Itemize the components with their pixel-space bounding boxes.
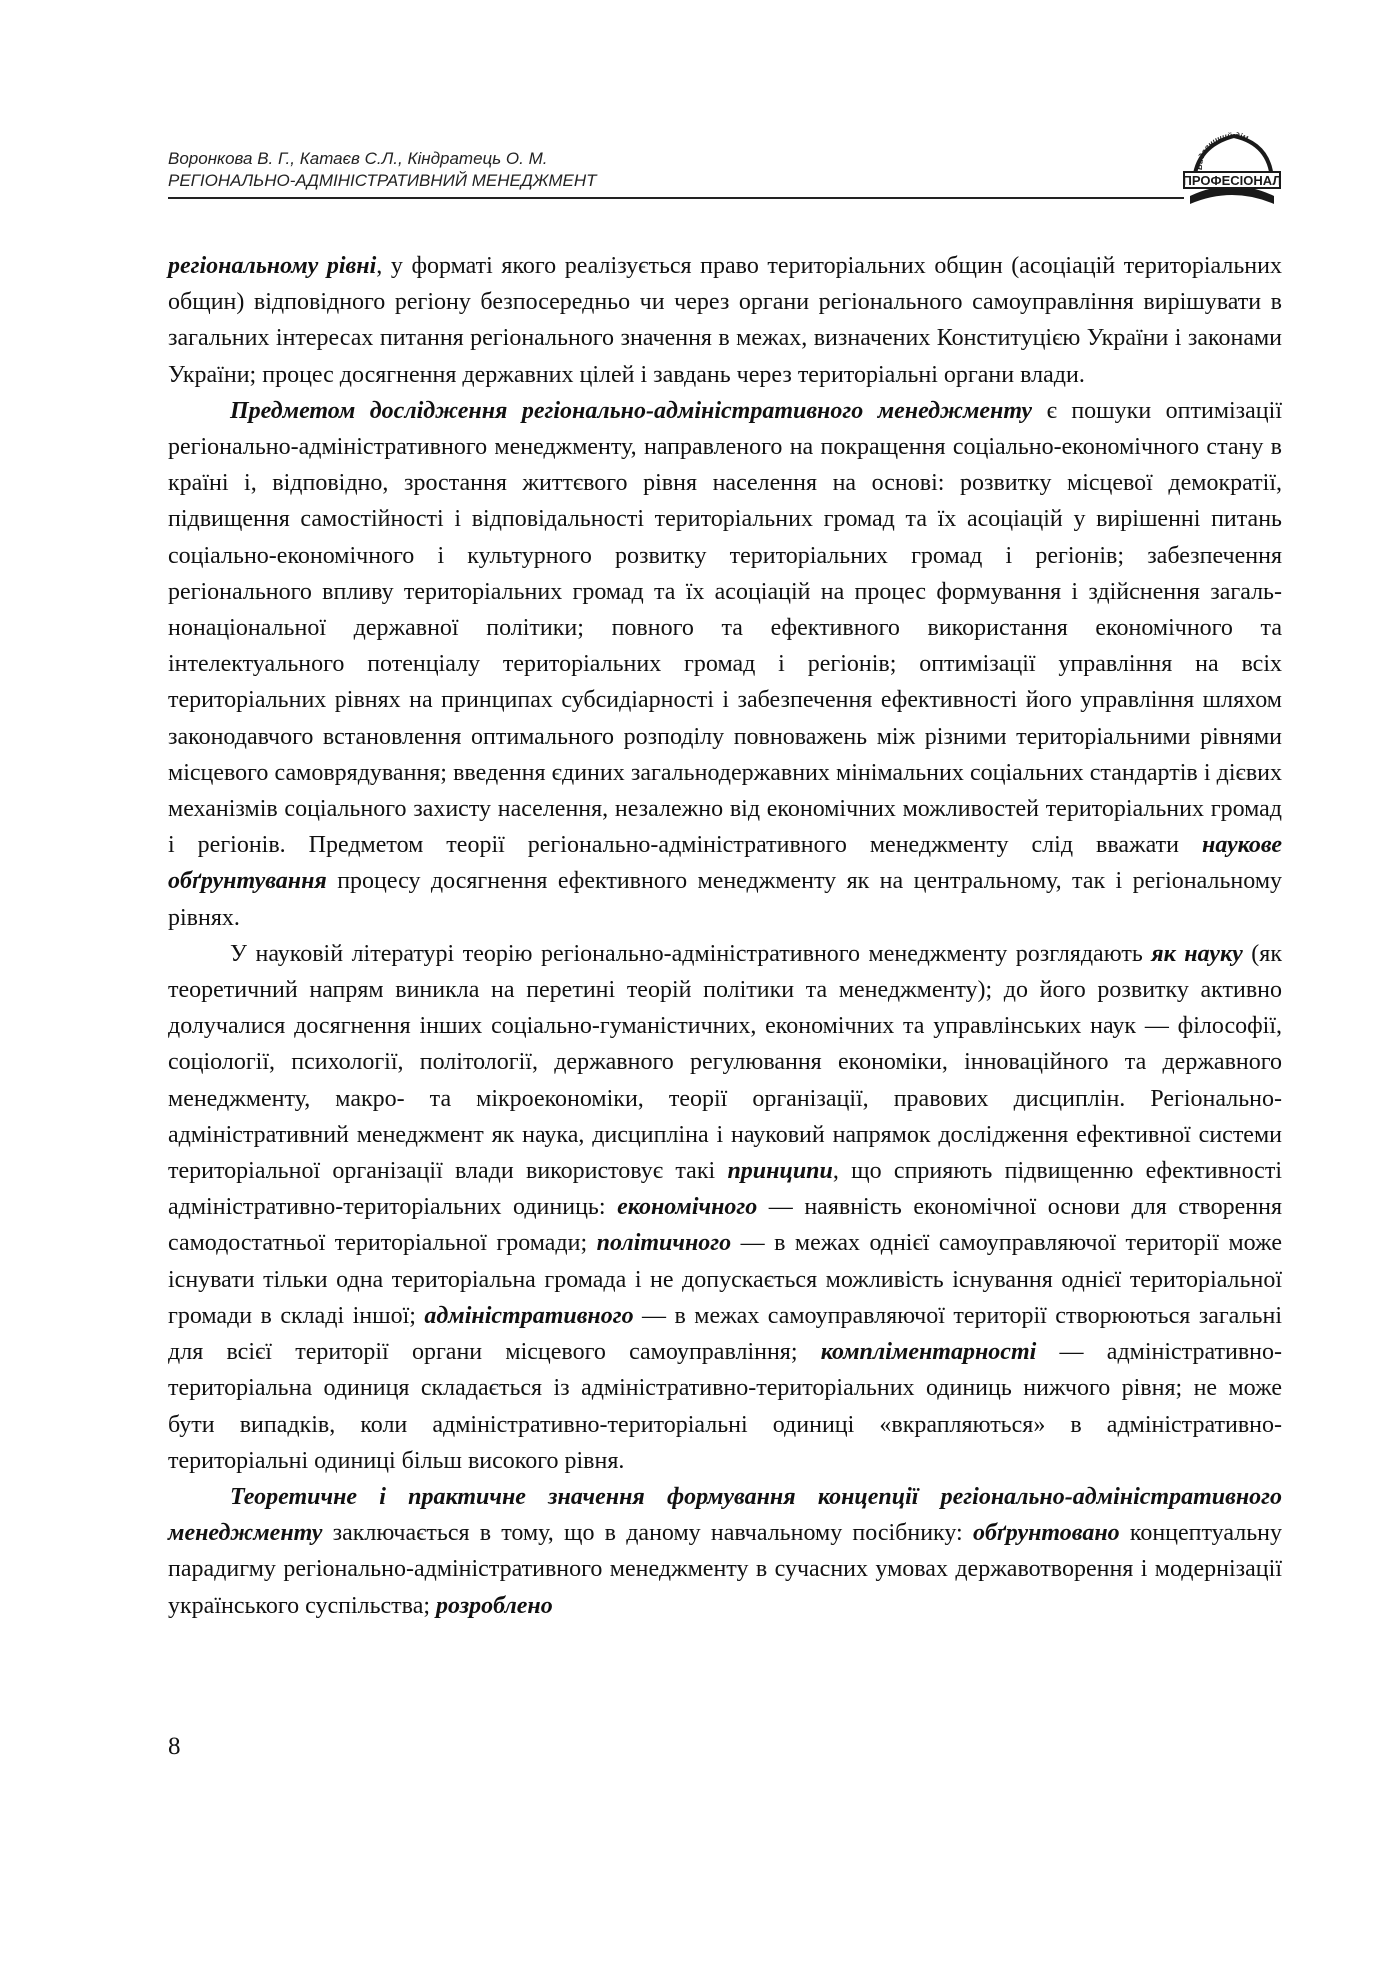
logo-text: ПРОФЕСІОНАЛ [1182,173,1282,188]
text-run: (як теоретичний напрям виникла на перетині теорій політики та менеджменту); до його розвитку активно долучалися досягнення інших соціально-гуманістичних, економічних та управлінських наук — філософії, соціології, психології, політології, державного регулювання економіки, інноваційного та державного менеджменту, макро- та мікроекономіки, теорії організації, правових дисциплін. Регіонально-адміністративний менеджмент як наука, дисципліна і науковий напрямок дослідження ефективної системи територіальної організації влади використовує такі [168,940,1282,1185]
paragraph-2 [168,393,1282,936]
text-run: — наявність економічної основи для створення самодостатньої територіальної громади; [168,1194,1282,1257]
paragraph-3 [168,936,1282,1479]
header-rule [168,197,1184,199]
emphasis: Теоретичне і практичне значення формування концепції регіонально-адміністративного менеджменту [168,1483,1282,1547]
emphasis: політичного [596,1230,732,1257]
text-run: процесу досягнення ефективного менеджменту як на центральному, так і регіональному рівнях. [168,868,1282,931]
emphasis: компліментарності [820,1339,1037,1366]
body-text [168,248,1282,1624]
header-book-title: РЕГІОНАЛЬНО-АДМІНІСТРАТИВНИЙ МЕНЕДЖМЕНТ [168,171,597,190]
emphasis: принципи [727,1158,833,1185]
svg-text:Видавничий дім [1195,131,1250,170]
text-run: , що сприяють підвищенню ефективності адміністративно-територіальних одиниць: [168,1158,1282,1221]
page-number: 8 [168,1733,181,1760]
emphasis: економічного [617,1194,758,1221]
running-header [168,148,1188,192]
text-run: — адміністративно-територіальна одиниця складається із адміністративно-територіальних одиниць нижчого рівня; не може бути випадків, коли адміністративно-територіальні одиниці «вкрапляються» в адміністративно-територіальні одиниці більш високого рівня. [168,1339,1282,1474]
emphasis: наукове обґрунтування [168,832,1282,895]
paragraph-4 [168,1479,1282,1624]
text-run: заключається в тому, що в даному навчальному посібнику: [322,1520,973,1547]
publisher-logo [1180,126,1284,210]
emphasis: як науку [1151,940,1243,967]
emphasis: адміністративного [424,1302,634,1329]
text-run: концептуальну парадигму регіонально-адміністративного менеджменту в сучасних умовах державотворення і модернізації українського суспільства; [168,1520,1282,1619]
logo-arc-text: Видавничий дім [1194,130,1250,171]
emphasis: розроблено [436,1592,553,1619]
emphasis: обґрунтовано [972,1520,1120,1547]
text-run: — в межах самоуправляючої території створюються загальні для всієї території органи місцевого самоуправління; [168,1302,1282,1366]
text-run: , у форматі якого реалізується право територіальних общин (асоціацій територіальних общин) відповідного регіону безпосередньо чи через органи регіонального самоуправління вирішувати в загальних інтересах питання регіонального значення в межах, визначених Конституцією України і законами України; процес досягнення державних цілей і завдань через територіальні органи влади. [168,253,1282,388]
text-run: У науковій літературі теорію регіонально-адміністративного менеджменту розглядають [230,940,1152,967]
text-run: — в межах однієї самоуправляючої території може існувати тільки одна територіальна громада і не допускається можливість існування однієї територіальної громади в складі іншої; [168,1230,1282,1329]
emphasis: регіональному рівні [168,253,377,279]
paragraph-1 [168,248,1282,393]
emphasis: Предметом дослідження регіонально-адміністративного менеджменту [230,397,1033,424]
header-authors: Воронкова В. Г., Катаєв С.Л., Кіндратець О. М. [168,149,548,168]
text-run: є пошуки оптимізації регіонально-адміністративного менеджменту, направленого на покращення соціально-економічного стану в країні і, відповідно, зростання життєвого рівня населення на основі: розвитку місцевої демократії, підвищення самостійності і відповідальності територіальних громад та їх асоціацій у вирішенні питань соціально-економічного і культурного розвитку територіальних громад і регіонів; забезпечення регіонального впливу територіальних громад та їх асоціацій на процес формування і здійснення загальнонаціональної державної політики; повного та ефективного використання економічного та інтелектуального потенціалу територіальних громад і регіонів; оптимізації управління на всіх територіальних рівнях на принципах субсидіарності і забезпечення ефективності його управління шляхом законодавчого встановлення оптимального розподілу повноважень між різними територіальними рівнями місцевого самоврядування; введення єдиних загальнодержавних мінімальних соціальних стандартів і дієвих механізмів соціального захисту населення, незалежно від економічних можливостей територіальних громад і регіонів. Предметом теорії регіонально-адміністративного менеджменту слід вважати [168,397,1282,859]
